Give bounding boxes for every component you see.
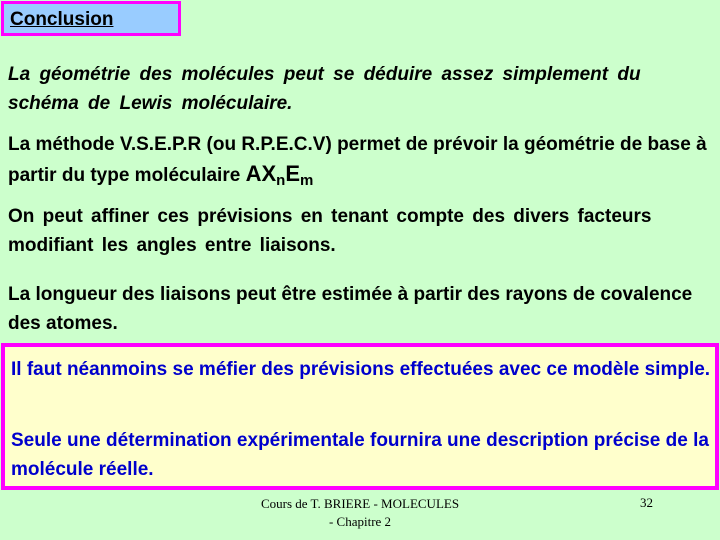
formula-m: m [300,172,314,189]
page-number: 32 [640,495,653,510]
paragraph-geometry: La géométrie des molécules peut se déduire assez simplement du schéma de Lewis moléculaire. [8,64,641,114]
footer-credit [245,495,475,531]
formula-n: n [276,172,286,189]
formula-axnem [245,161,314,189]
title-box [1,1,181,36]
warning-box [1,343,719,490]
paragraph-angles: On peut affiner ces prévisions en tenant compte des divers facteurs modifiant les angles entre liaisons. [8,206,652,256]
formula-ax: AX [245,161,277,186]
paragraph-vsepr-text: La méthode V.S.E.P.R (ou R.P.E.C.V) permet de prévoir la géométrie de base à partir du type moléculaire [8,134,707,186]
slide-title: Conclusion [10,9,114,30]
footer-credit-line1: Cours de T. BRIERE - MOLECULES [260,496,460,511]
paragraph-lengths: La longueur des liaisons peut être estimée à partir des rayons de covalence des atomes. [8,284,693,334]
paragraph-vsepr [8,130,708,195]
warning-experimental: Seule une détermination expérimentale fournira une description précise de la molécule réelle. [11,430,709,480]
warning-model-limits: Il faut néanmoins se méfier des prévisions effectuées avec ce modèle simple. [11,359,711,380]
footer-credit-line2: - Chapitre 2 [328,514,392,529]
formula-e: E [285,161,300,186]
